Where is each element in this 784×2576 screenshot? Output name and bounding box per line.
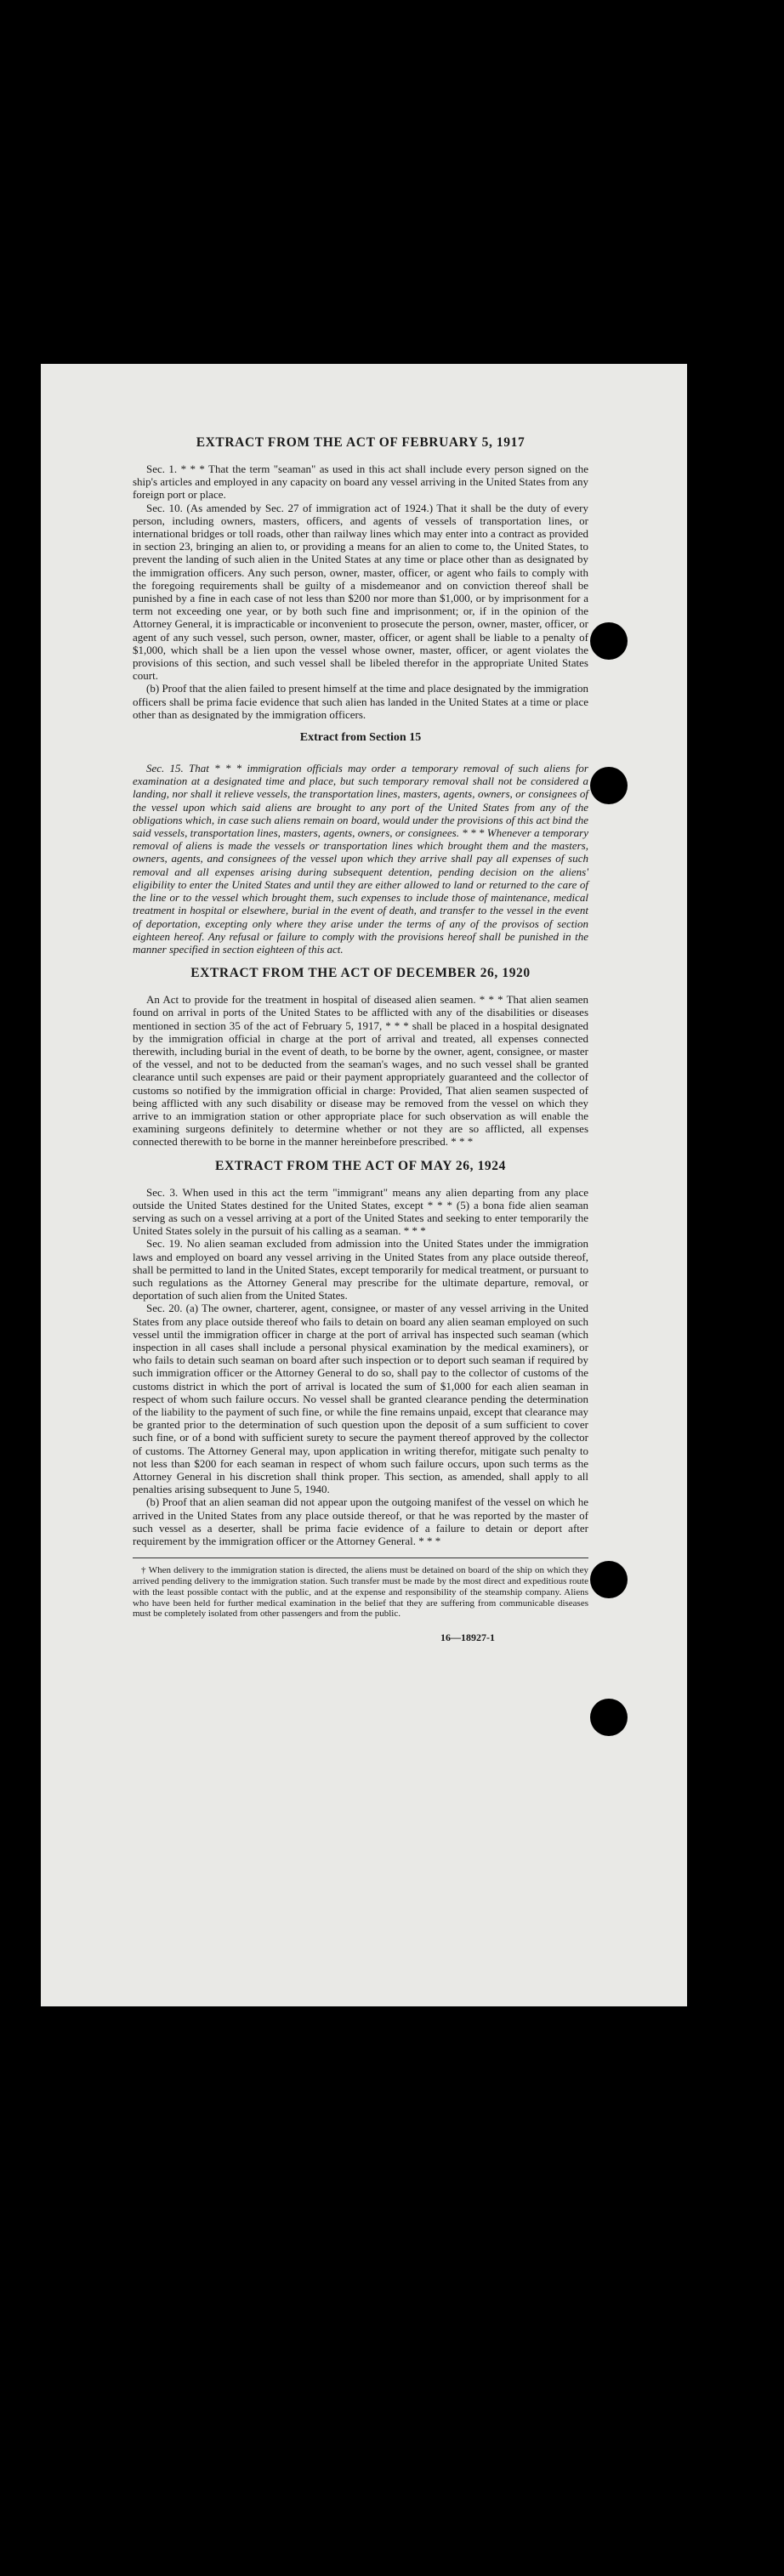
section-subtitle: Extract from Section 15 bbox=[299, 731, 422, 745]
paragraph: Sec. 10. (As amended by Sec. 27 of immigration act of 1924.) That it shall be the duty of every person, including owners, masters, officers, and agents of vessels of transportation lines, or international bridges or toll roads, other than railway lines which may enter into a contract as provided in section 23, bringing an alien to, or providing a means for an alien to come to, the United States, to prevent the landing of such alien in the United States at any time or place other than as designated by the immigration officers. Any such person, owner, master, officer, or agent who fails to comply with the foregoing requirements shall be guilty of a misdemeanor and on conviction thereof shall be punished by a fine in each case of not less than $200 nor more than $1,000, or by imprisonment for a term not exceeding one year, or by both such fine and imprisonment; or, if in the opinion of the Attorney General, it is impracticable or inconvenient to prosecute the person, owner, master, officer, or agent of any such vessel, such person, owner, master, officer, or agent shall be liable to a penalty of $1,000, which shall be a lien upon the vessel whose owner, master, officer, or agent violates the provisions of this section, and such vessel shall be libeled therefor in the appropriate United States court. bbox=[133, 501, 588, 683]
paragraph: Sec. 15. That * * * immigration officials may order a temporary removal of such aliens for examination at a designated time and place, but such temporary removal shall not be considered a landing, nor shall it relieve vessels, the transportation lines, masters, agents, owners, or consignees of the vessel upon which said aliens are brought to any port of the United States from any of the obligations which, in case such aliens remain on board, would under the provisions of this act bind the said vessels, transportation lines, masters, agents, owners, or consignees. * * * Whenever a temporary removal of aliens is made the vessels or transportation lines which brought them and the masters, owners, agents, and consignees of the vessel upon which they arrive shall pay all expenses of such removal and all expenses arising during subsequent detention, pending decision on the aliens' eligibility to enter the United States and until they are either allowed to land or returned to the care of the line or to the vessel which brought them, such expenses to include those of maintenance, medical treatment in hospital or elsewhere, burial in the event of death, and transfer to the vessel in the event of deportation, excepting only where they arise under the terms of any of the provisos of section eighteen hereof. Any refusal or failure to comply with the provisions hereof shall be punished in the manner specified in section eighteen of this act. bbox=[133, 762, 588, 956]
punch-hole bbox=[590, 622, 628, 660]
paragraph: Sec. 3. When used in this act the term "immigrant" means any alien departing from any place outside the United States destined for the United States, except * * * (5) a bona fide alien seaman serving as such on a vessel arriving at a port of the United States and seeking to enter temporarily the United States solely in the pursuit of his calling as a seaman. * * * bbox=[133, 1185, 588, 1238]
punch-hole bbox=[590, 767, 628, 804]
footnote: † When delivery to the immigration station is directed, the aliens must be detained on board of the ship on which they arrived pending delivery to the immigration station. Such transfer must be made by the most direct and expeditious route with the least possible contact with the public, and at the expense and responsibility of the steamship company. Aliens who have been held for further medical examination in the belief that they are suffering from communicable diseases must be completely isolated from other passengers and from the public. bbox=[133, 1565, 588, 1620]
paragraph: Sec. 1. * * * That the term "seaman" as used in this act shall include every person signed on the ship's articles and employed in any capacity on board any vessel arriving in the United States from any foreign port or place. bbox=[133, 462, 588, 502]
paragraph: (b) Proof that an alien seaman did not appear upon the outgoing manifest of the vessel on which he arrived in the United States from any place outside thereof, or that he was reported by the master of such vessel as a deserter, shall be prima facie evidence of a failure to detain or deport after requirement by the immigration officer or the Attorney General. * * * bbox=[133, 1495, 588, 1548]
form-number: 16—18927-1 bbox=[440, 1631, 495, 1644]
document-page bbox=[41, 364, 687, 2006]
punch-hole bbox=[590, 1561, 628, 1598]
section-title: EXTRACT FROM THE ACT OF MAY 26, 1924 bbox=[215, 1158, 506, 1173]
paragraph: An Act to provide for the treatment in hospital of diseased alien seamen. * * * That alien seamen found on arrival in ports of the United States to be afflicted with any of the disabilities or diseases mentioned in section 35 of the act of February 5, 1917, * * * shall be placed in a hospital designated by the immigration official in charge at the port of arrival and treated, all expenses connected therewith, including burial in the event of death, to be borne by the owner, agent, consignee, or master of the vessel, and not to be deducted from the seaman's wages, and no such vessel shall be granted clearance until such expenses are paid or their payment appropriately guaranteed and the collector of customs so notified by the immigration official in charge: Provided, That alien seamen suspected of being afflicted with any such disability or disease may be removed from the vessel on which they arrive to an immigration station or other appropriate place for such observation as will enable the examining surgeons definitely to determine whether or not they are so afflicted, all expenses connected therewith to be borne in the manner hereinbefore prescribed. * * * bbox=[133, 993, 588, 1149]
punch-hole bbox=[590, 1699, 628, 1736]
section-title: EXTRACT FROM THE ACT OF FEBRUARY 5, 1917 bbox=[196, 435, 526, 450]
paragraph: Sec. 20. (a) The owner, charterer, agent, consignee, or master of any vessel arriving in the United States from any place outside thereof who fails to detain on board any alien seaman employed on such vessel until the immigration officer in charge at the port of arrival has inspected such seaman (which inspection in all cases shall include a personal physical examination by the medical examiners), or who fails to detain such seaman on board after such inspection or to deport such seaman if required by such immigration officer or the Attorney General to do so, shall pay to the collector of customs of the customs district in which the port of arrival is located the sum of $1,000 for each alien seaman in respect of whom such failure occurs. No vessel shall be granted clearance pending the determination of the liability to the payment of such fine, or while the fine remains unpaid, except that clearance may be granted prior to the determination of such question upon the deposit of a sum sufficient to cover such fine, or of a bond with sufficient surety to secure the payment thereof approved by the collector of customs. The Attorney General may, upon application in writing therefor, mitigate such penalty to not less than $200 for each seaman in respect of whom such failure occurs, upon such terms as the Attorney General in his discretion shall think proper. This section, as amended, shall apply to all penalties arising subsequent to June 5, 1940. bbox=[133, 1302, 588, 1496]
section-title: EXTRACT FROM THE ACT OF DECEMBER 26, 1920 bbox=[190, 966, 531, 981]
paragraph: (b) Proof that the alien failed to present himself at the time and place designated by the immigration officers shall be prima facie evidence that such alien has landed in the United States at a time or place other than as designated by the immigration officers. bbox=[133, 682, 588, 721]
paragraph: Sec. 19. No alien seaman excluded from admission into the United States under the immigration laws and employed on board any vessel arriving in the United States from any place outside thereof, shall be permitted to land in the United States, except temporarily for medical treatment, or pursuant to such regulations as the Attorney General may prescribe for the ultimate departure, removal, or deportation of such alien from the United States. bbox=[133, 1237, 588, 1302]
